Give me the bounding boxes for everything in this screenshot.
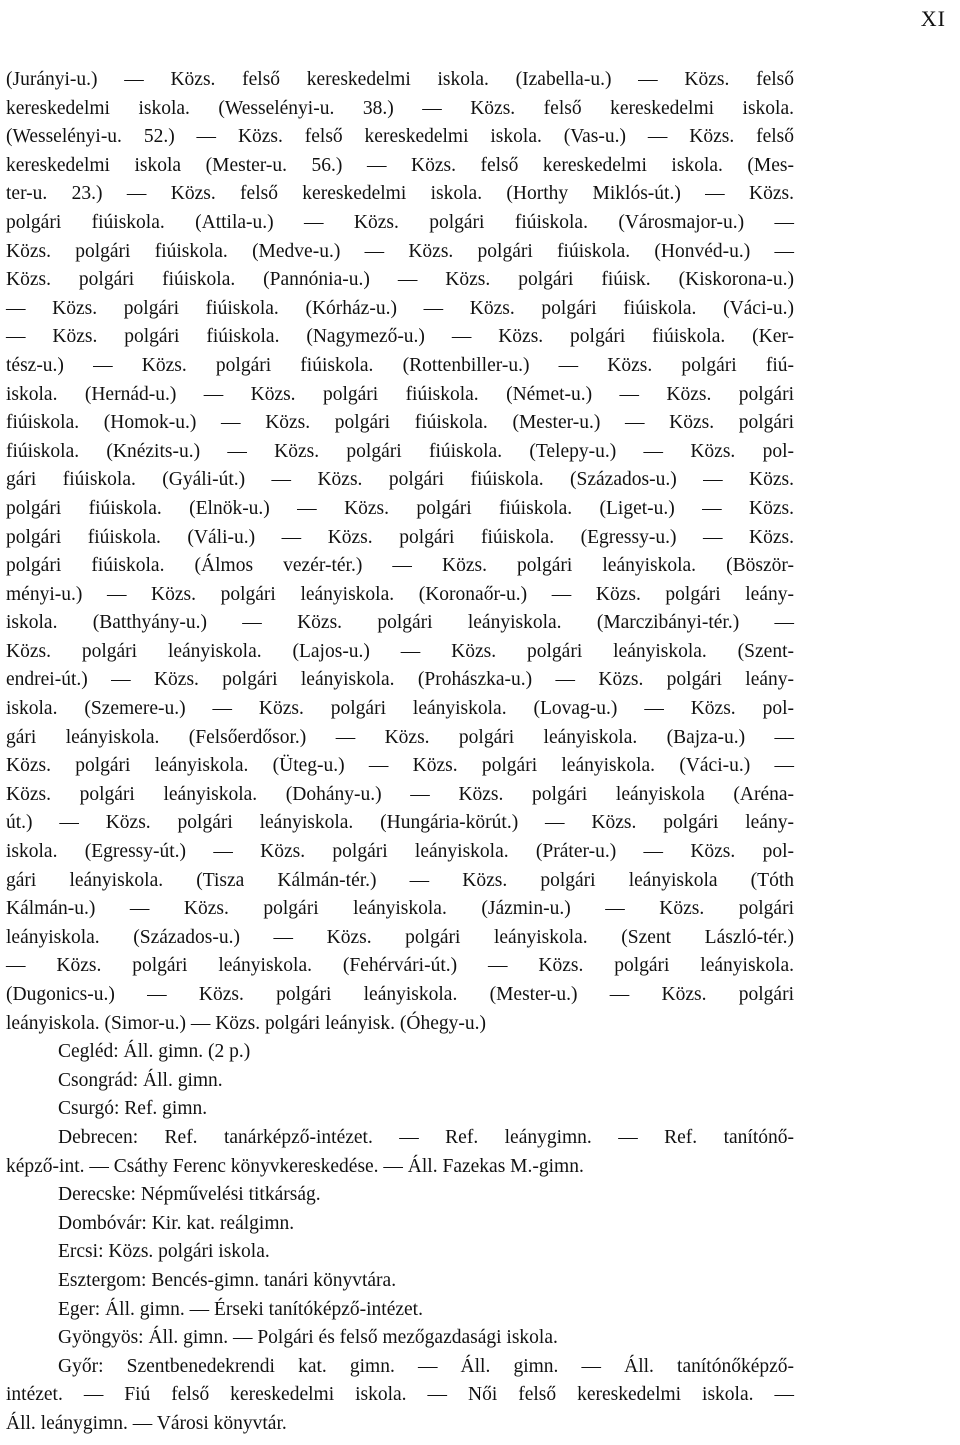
text-line: (Wesselényi-u. 52.) — Közs. felső kereskedelmi iskola. (Vas-u.) — Közs. felső — [6, 126, 794, 148]
entry-csongrad: Csongrád: Áll. gimn. — [58, 1069, 223, 1091]
entry-debrecen: Debrecen: Ref. tanárképző-intézet. — Ref. leánygimn. — Ref. tanítónő- — [58, 1126, 794, 1148]
text-line: — Közs. polgári fiúiskola. (Kórház-u.) — Közs. polgári fiúiskola. (Váci-u.) — [6, 297, 794, 319]
entry-cegled: Cegléd: Áll. gimn. (2 p.) — [58, 1041, 251, 1063]
text-line: gári fiúiskola. (Gyáli-út.) — Közs. polgári fiúiskola. (Százados-u.) — Közs. — [6, 469, 794, 491]
text-line: iskola. (Egressy-út.) — Közs. polgári leányiskola. (Práter-u.) — Közs. pol- — [6, 841, 794, 863]
text-line: kereskedelmi iskola (Mester-u. 56.) — Közs. felső kereskedelmi iskola. (Mes- — [6, 154, 794, 176]
text-line: Kálmán-u.) — Közs. polgári leányiskola. (Jázmin-u.) — Közs. polgári — [6, 898, 794, 920]
body-text — [6, 66, 794, 1439]
text-line: Közs. polgári leányiskola. (Dohány-u.) — Közs. polgári leányiskola (Aréna- — [6, 783, 794, 805]
text-line: leányiskola. (Simor-u.) — Közs. polgári leányisk. (Óhegy-u.) — [6, 1012, 486, 1034]
text-line: gári leányiskola. (Felsőerdősor.) — Közs. polgári leányiskola. (Bajza-u.) — — [6, 726, 794, 748]
text-line: Közs. polgári leányiskola. (Üteg-u.) — Közs. polgári leányiskola. (Váci-u.) — — [6, 755, 794, 777]
text-line: tész-u.) — Közs. polgári fiúiskola. (Rottenbiller-u.) — Közs. polgári fiú- — [6, 354, 794, 376]
text-line: iskola. (Hernád-u.) — Közs. polgári fiúiskola. (Német-u.) — Közs. polgári — [6, 383, 794, 405]
text-line: polgári fiúiskola. (Álmos vezér-tér.) — Közs. polgári leányiskola. (Böször- — [6, 555, 794, 577]
text-line: iskola. (Szemere-u.) — Közs. polgári leányiskola. (Lovag-u.) — Közs. pol- — [6, 698, 794, 720]
text-line: polgári fiúiskola. (Attila-u.) — Közs. polgári fiúiskola. (Városmajor-u.) — — [6, 211, 794, 233]
text-line: gári leányiskola. (Tisza Kálmán-tér.) — Közs. polgári leányiskola (Tóth — [6, 869, 794, 891]
entry-csurgo: Csurgó: Ref. gimn. — [58, 1098, 208, 1120]
page-number: XI — [920, 6, 946, 31]
entry-dombovar: Dombóvár: Kir. kat. reálgimn. — [58, 1212, 295, 1234]
text-line: polgári fiúiskola. (Elnök-u.) — Közs. polgári fiúiskola. (Liget-u.) — Közs. — [6, 497, 794, 519]
entry-gyor: Győr: Szentbenedekrendi kat. gimn. — Áll. gimn. — Áll. tanítónőképző- — [58, 1355, 794, 1377]
entry-ercsi: Ercsi: Közs. polgári iskola. — [58, 1241, 270, 1263]
text-line: endrei-út.) — Közs. polgári leányiskola. (Prohászka-u.) — Közs. polgári leány- — [6, 669, 794, 691]
text-line: (Jurányi-u.) — Közs. felső kereskedelmi iskola. (Izabella-u.) — Közs. felső — [6, 69, 794, 90]
text-line: iskola. (Batthyány-u.) — Közs. polgári leányiskola. (Marczibányi-tér.) — — [6, 612, 794, 634]
text-line: polgári fiúiskola. (Váli-u.) — Közs. polgári fiúiskola. (Egressy-u.) — Közs. — [6, 526, 794, 548]
text-line: Közs. polgári fiúiskola. (Medve-u.) — Közs. polgári fiúiskola. (Honvéd-u.) — — [6, 240, 794, 262]
text-line: ter-u. 23.) — Közs. felső kereskedelmi iskola. (Horthy Miklós-út.) — Közs. — [6, 183, 794, 205]
text-line: út.) — Közs. polgári leányiskola. (Hungária-körút.) — Közs. polgári leány- — [6, 812, 794, 834]
entry-eger: Eger: Áll. gimn. — Érseki tanítóképző-intézet. — [58, 1298, 423, 1320]
text-line: Közs. polgári leányiskola. (Lajos-u.) — Közs. polgári leányiskola. (Szent- — [6, 640, 794, 662]
text-line: (Dugonics-u.) — Közs. polgári leányiskola. (Mester-u.) — Közs. polgári — [6, 984, 794, 1005]
text-line: Közs. polgári fiúiskola. (Pannónia-u.) — Közs. polgári fiúisk. (Kiskorona-u.) — [6, 269, 794, 291]
text-line: intézet. — Fiú felső kereskedelmi iskola. — Női felső kereskedelmi iskola. — — [6, 1384, 794, 1406]
text-line: kereskedelmi iskola. (Wesselényi-u. 38.) — Közs. felső kereskedelmi iskola. — [6, 97, 794, 119]
text-line: fiúiskola. (Knézits-u.) — Közs. polgári fiúiskola. (Telepy-u.) — Közs. pol- — [6, 440, 794, 462]
text-line: fiúiskola. (Homok-u.) — Közs. polgári fiúiskola. (Mester-u.) — Közs. polgári — [6, 412, 794, 434]
text-line: ményi-u.) — Közs. polgári leányiskola. (Koronaőr-u.) — Közs. polgári leány- — [6, 583, 794, 605]
text-line: leányiskola. (Százados-u.) — Közs. polgári leányiskola. (Szent László-tér.) — [6, 926, 794, 948]
text-line: Áll. leánygimn. — Városi könyvtár. — [6, 1412, 287, 1434]
text-line: képző-int. — Csáthy Ferenc könyvkereskedése. — Áll. Fazekas M.-gimn. — [6, 1155, 584, 1177]
entry-esztergom: Esztergom: Bencés-gimn. tanári könyvtára. — [58, 1269, 397, 1291]
entry-derecske: Derecske: Népművelési titkárság. — [58, 1184, 321, 1206]
text-line: — Közs. polgári fiúiskola. (Nagymező-u.) — Közs. polgári fiúiskola. (Ker- — [6, 326, 794, 348]
entry-gyongyos: Gyöngyös: Áll. gimn. — Polgári és felső mezőgazdasági iskola. — [58, 1327, 558, 1349]
text-line: — Közs. polgári leányiskola. (Fehérvári-út.) — Közs. polgári leányiskola. — [6, 955, 794, 977]
